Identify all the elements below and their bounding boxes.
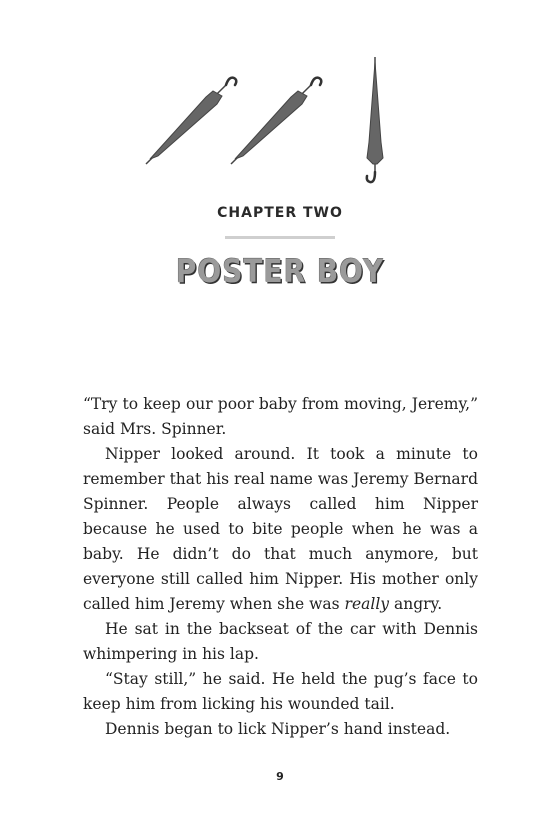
chapter-title: POSTER BOY — [175, 252, 385, 290]
paragraph — [83, 667, 478, 717]
paragraph-text: He sat in the backseat of the car with Dennis whimpering in his lap. — [83, 620, 478, 663]
paragraph-text: angry. — [389, 595, 443, 613]
paragraph-text: “Stay still,” he said. He held the pug’s face to keep him from licking his wounded tail. — [83, 670, 478, 713]
umbrella-icon — [146, 78, 236, 164]
paragraph-text: Dennis began to lick Nipper’s hand instead. — [105, 720, 451, 738]
emphasis-text: really — [344, 595, 390, 613]
body-text — [83, 392, 478, 742]
paragraph — [83, 717, 478, 742]
umbrella-icon — [367, 57, 383, 182]
paragraph-text: “Try to keep our poor baby from moving, Jeremy,” said Mrs. Spinner. — [83, 395, 478, 438]
paragraph — [83, 392, 478, 442]
umbrella-ornament — [0, 52, 560, 192]
page-number: 9 — [276, 770, 284, 783]
paragraph — [83, 442, 478, 617]
paragraph — [83, 617, 478, 667]
chapter-label: CHAPTER TWO — [217, 205, 343, 221]
umbrella-icon — [231, 78, 321, 164]
chapter-divider — [225, 236, 335, 239]
paragraph-text: Nipper looked around. It took a minute to remember that his real name was Jeremy Bernard Spinner. People always called him Nipper because he used to bite people when he was a baby. He didn’t do that much anymore, but everyone still called him Nipper. His mother only called him Jeremy when she was — [83, 445, 479, 613]
